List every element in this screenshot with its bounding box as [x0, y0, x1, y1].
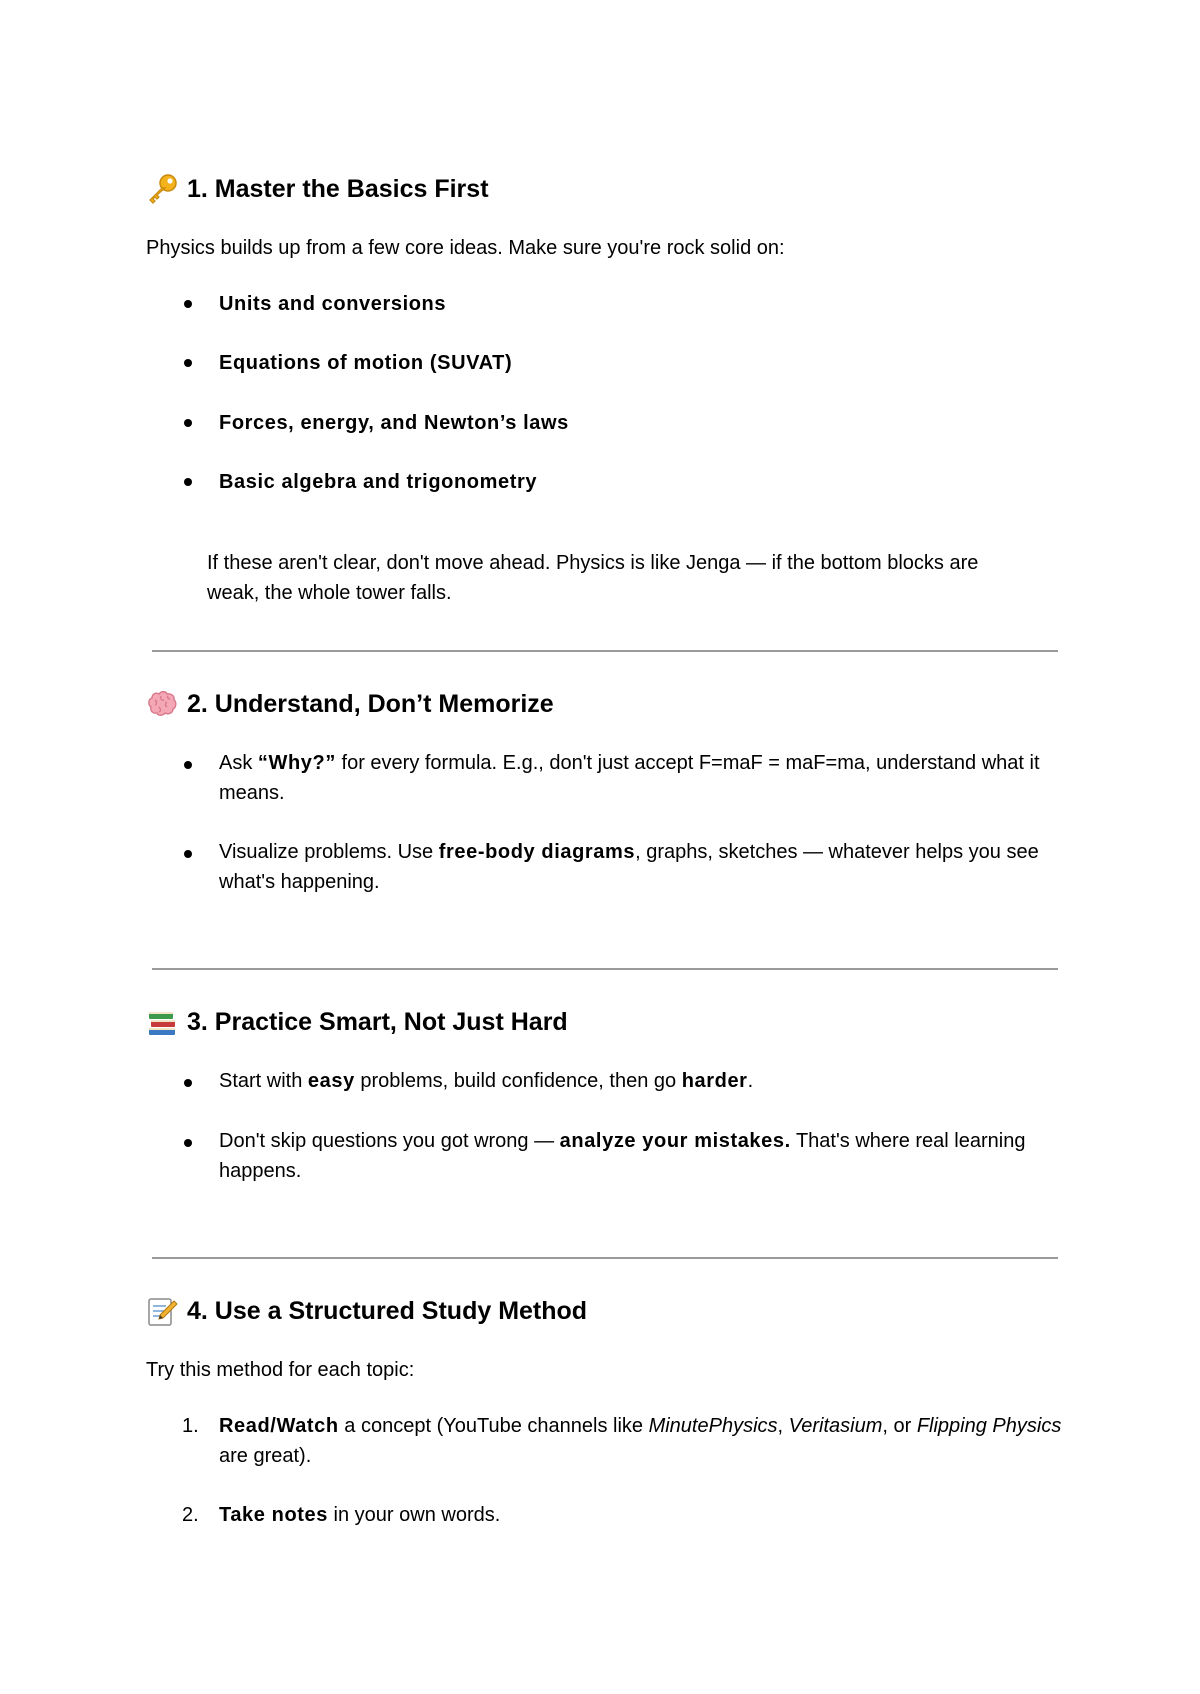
- brain-icon: [146, 688, 178, 720]
- section-4-step-2: Take notes in your own words.: [219, 1504, 501, 1526]
- books-icon: [146, 1006, 178, 1038]
- section-1-quote: If these aren't clear, don't move ahead. Physics is like Jenga — if the bottom blocks are weak, the whole tower falls.: [207, 552, 979, 604]
- divider: [152, 968, 1058, 970]
- step-number: 2.: [182, 1504, 199, 1526]
- section-1-bullet-3: Forces, energy, and Newton’s laws: [219, 412, 569, 434]
- section-3-bullet-1: Start with easy problems, build confidence, then go harder.: [219, 1070, 754, 1092]
- bullet-marker: [184, 478, 192, 486]
- section-2-bullet-2: Visualize problems. Use free-body diagrams, graphs, sketches — whatever helps you see what's happening.: [219, 841, 1039, 893]
- section-1-heading: [146, 173, 489, 205]
- section-2-heading: [146, 688, 554, 720]
- key-icon: [146, 173, 178, 205]
- bullet-marker: [184, 850, 192, 858]
- section-1-bullet-1: Units and conversions: [219, 293, 447, 315]
- memo-icon: [146, 1295, 178, 1327]
- section-3-bullet-2: Don't skip questions you got wrong — analyze your mistakes. That's where real learning happens.: [219, 1130, 1026, 1182]
- step-number: 1.: [182, 1415, 199, 1437]
- section-3-heading: [146, 1006, 568, 1038]
- section-4-step-1: Read/Watch a concept (YouTube channels like MinutePhysics, Veritasium, or Flipping Physics are great).: [219, 1415, 1062, 1467]
- bullet-marker: [184, 300, 192, 308]
- section-2-title: 2. Understand, Don’t Memorize: [187, 690, 554, 718]
- section-1-bullet-4: Basic algebra and trigonometry: [219, 471, 538, 493]
- section-1-intro: Physics builds up from a few core ideas. Make sure you're rock solid on:: [146, 237, 785, 259]
- divider: [152, 1257, 1058, 1259]
- section-3-title: 3. Practice Smart, Not Just Hard: [187, 1008, 568, 1036]
- section-1-bullet-2: Equations of motion (SUVAT): [219, 352, 513, 374]
- bullet-marker: [184, 1139, 192, 1147]
- bullet-marker: [184, 1079, 192, 1087]
- section-1-title: 1. Master the Basics First: [187, 175, 489, 203]
- divider: [152, 650, 1058, 652]
- section-2-bullet-1: Ask “Why?” for every formula. E.g., don't just accept F=maF = maF=ma, understand what it means.: [219, 752, 1040, 804]
- bullet-marker: [184, 761, 192, 769]
- section-4-title: 4. Use a Structured Study Method: [187, 1297, 588, 1325]
- bullet-marker: [184, 359, 192, 367]
- section-4-heading: [146, 1295, 587, 1327]
- bullet-marker: [184, 419, 192, 427]
- section-4-intro: Try this method for each topic:: [146, 1359, 415, 1381]
